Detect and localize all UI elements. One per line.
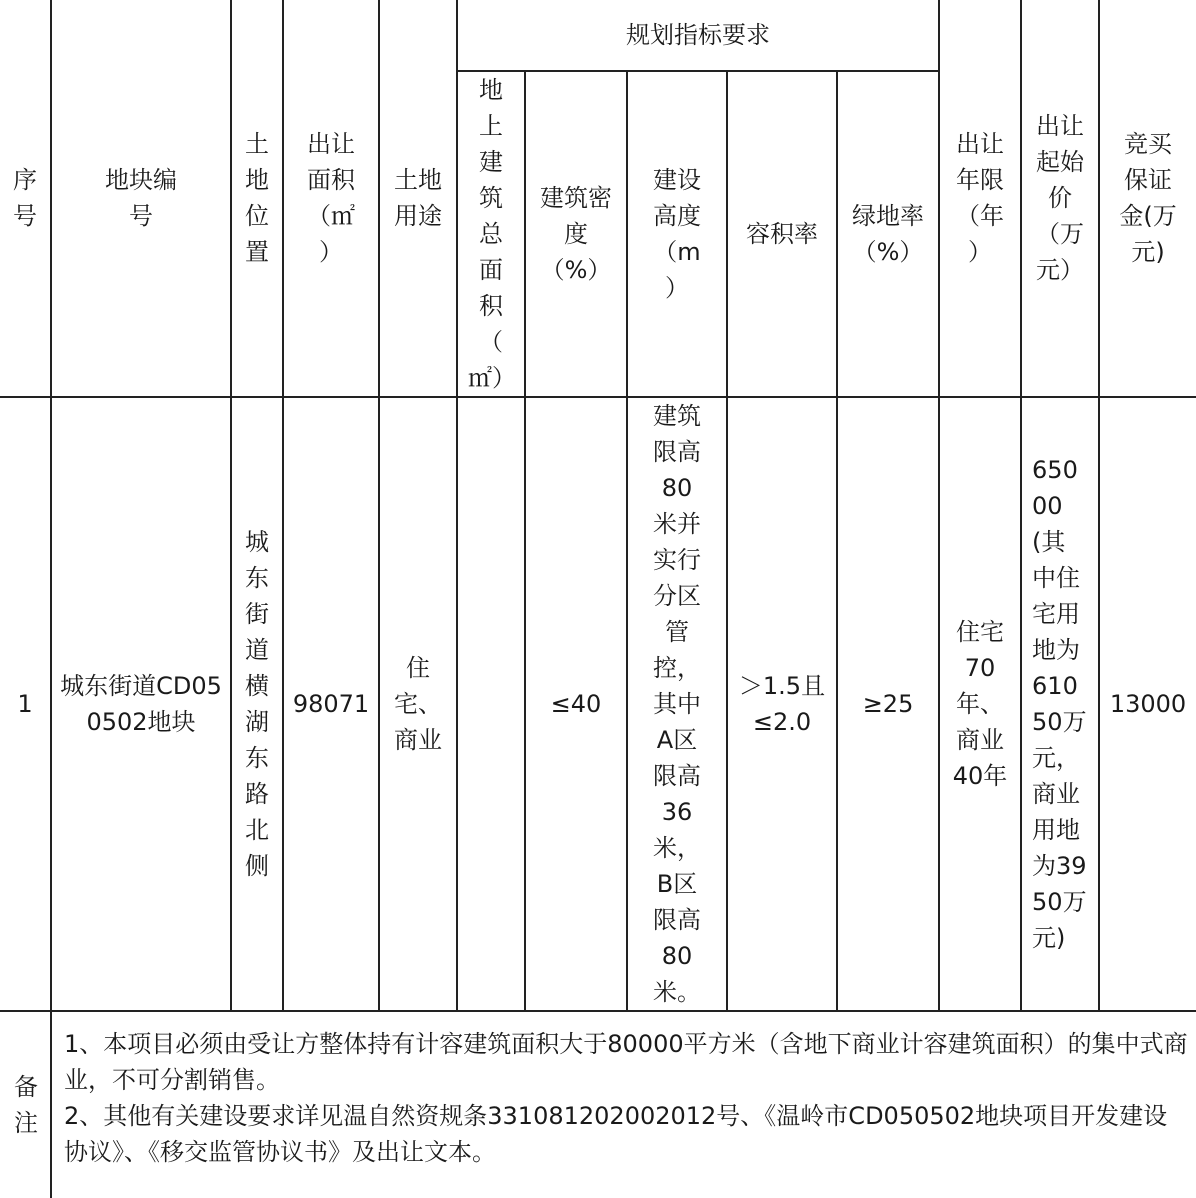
header-row-1 (0, 0, 1196, 71)
header-building-height: 建设高度（m） (627, 71, 727, 397)
note-line-1: 1、本项目必须由受让方整体持有计容建筑面积大于80000平方米（含地下商业计容建筑面积）的集中式商业，不可分割销售。 (64, 1030, 1188, 1094)
header-use: 土地用途 (379, 0, 457, 397)
header-far: 容积率 (727, 71, 837, 397)
header-planning-group: 规划指标要求 (457, 0, 939, 71)
header-above-ground-area: 地上建筑总面积（㎡） (457, 71, 525, 397)
cell-area: 98071 (283, 397, 379, 1011)
cell-building-density: ≤40 (525, 397, 627, 1011)
cell-far: ＞1.5且≤2.0 (727, 397, 837, 1011)
cell-parcel-code: 城东街道CD050502地块 (51, 397, 231, 1011)
header-seq: 序号 (0, 0, 51, 397)
header-building-density: 建筑密度（%） (525, 71, 627, 397)
cell-use: 住宅、商业 (379, 397, 457, 1011)
notes-label: 备注 (0, 1011, 51, 1198)
header-location: 土地位置 (231, 0, 283, 397)
header-area: 出让面积（㎡） (283, 0, 379, 397)
cell-start-price: 65000(其中住宅用地为61050万元，商业用地为3950万元) (1021, 397, 1099, 1011)
table-row (0, 397, 1196, 1011)
header-green-rate: 绿地率（%） (837, 71, 939, 397)
cell-above-ground-area (457, 397, 525, 1011)
header-start-price: 出让起始价（万元） (1021, 0, 1099, 397)
header-deposit: 竞买保证金(万元) (1099, 0, 1196, 397)
cell-building-height: 建筑限高80米并实行分区管控，其中A区限高36米，B区限高80米。 (627, 397, 727, 1011)
cell-seq: 1 (0, 397, 51, 1011)
cell-deposit: 13000 (1099, 397, 1196, 1011)
cell-location: 城东街道横湖东路北侧 (231, 397, 283, 1011)
cell-term: 住宅70年、商业40年 (939, 397, 1021, 1011)
header-parcel-code: 地块编号 (51, 0, 231, 397)
header-term: 出让年限（年） (939, 0, 1021, 397)
notes-row (0, 1011, 1196, 1198)
cell-green-rate: ≥25 (837, 397, 939, 1011)
notes-text (51, 1011, 1196, 1198)
note-line-2: 2、其他有关建设要求详见温自然资规条331081202002012号、《温岭市CD050502地块项目开发建设协议》、《移交监管协议书》及出让文本。 (64, 1102, 1168, 1166)
